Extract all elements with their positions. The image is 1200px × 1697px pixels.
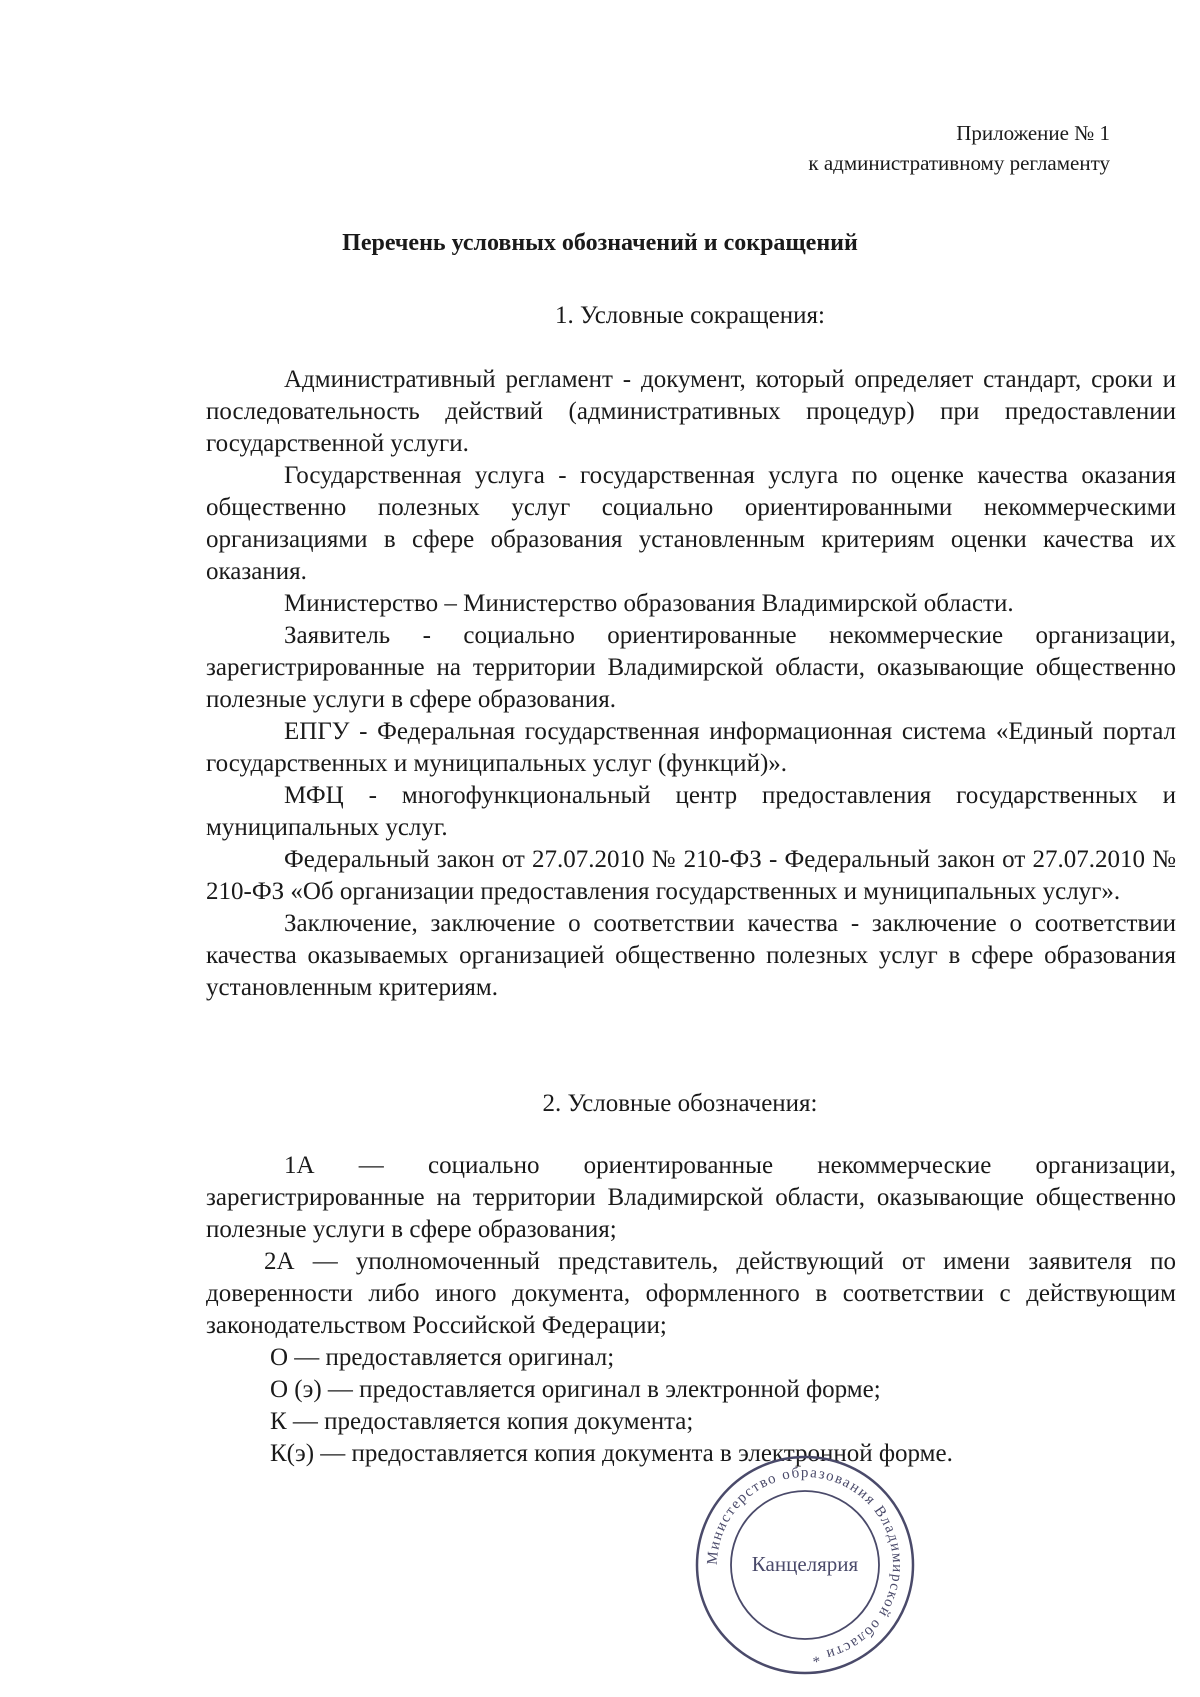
definition-paragraph: Заключение, заключение о соответствии качества - заключение о соответствии качества оказываемых организацией общественно полезных услуг в сфере образования установленным критериям. (206, 910, 1176, 1001)
legend-line: К(э) — предоставляется копия документа в электронной форме. (270, 1440, 953, 1467)
definition-paragraph: Государственная услуга - государственная услуга по оценке качества оказания общественно полезных услуг социально ориентированными некоммерческими организациями в сфере образования установленным критериям оценки качества их оказания. (206, 462, 1176, 585)
legend-line: О — предоставляется оригинал; (270, 1344, 615, 1371)
annex-subtitle: к административному регламенту (808, 151, 1110, 175)
definition-paragraph: Федеральный закон от 27.07.2010 № 210-ФЗ - Федеральный закон от 27.07.2010 № 210-ФЗ «Об организации предоставления государственных и муниципальных услуг». (206, 846, 1176, 905)
legend-line: О (э) — предоставляется оригинал в электронной форме; (270, 1376, 881, 1403)
section-1-heading: 1. Условные сокращения: (555, 302, 825, 329)
legend-line: К — предоставляется копия документа; (270, 1408, 694, 1435)
legend-paragraph: 2А — уполномоченный представитель, действующий от имени заявителя по доверенности либо иного документа, оформленного в соответствии с действующим законодательством Российской Федерации; (206, 1248, 1176, 1339)
section-2-heading: 2. Условные обозначения: (542, 1090, 818, 1117)
section-2-body (206, 1150, 1176, 1470)
section-1-body (206, 364, 1176, 1004)
definition-paragraph: Заявитель - социально ориентированные некоммерческие организации, зарегистрированные на территории Владимирской области, оказывающие общественно полезные услуги в сфере образования. (206, 622, 1176, 713)
definition-paragraph: Министерство – Министерство образования Владимирской области. (284, 590, 1014, 617)
definition-paragraph: ЕПГУ - Федеральная государственная информационная система «Единый портал государственных и муниципальных услуг (функций)». (206, 718, 1176, 777)
definition-paragraph: Административный регламент - документ, который определяет стандарт, сроки и последовательность действий (административных процедур) при предоставлении государственной услуги. (206, 366, 1176, 457)
stamp-ring-text: Министерство образования Владимирской области * (704, 1464, 906, 1665)
office-stamp (690, 1450, 920, 1680)
legend-paragraph: 1А — социально ориентированные некоммерческие организации, зарегистрированные на территории Владимирской области, оказывающие общественно полезные услуги в сфере образования; (206, 1152, 1176, 1243)
definition-paragraph: МФЦ - многофункциональный центр предоставления государственных и муниципальных услуг. (206, 782, 1176, 841)
annex-number: Приложение № 1 (956, 121, 1110, 145)
document-title: Перечень условных обозначений и сокращений (342, 230, 858, 256)
stamp-center-text: Канцелярия (751, 1552, 859, 1576)
annex-reference (808, 118, 1110, 178)
